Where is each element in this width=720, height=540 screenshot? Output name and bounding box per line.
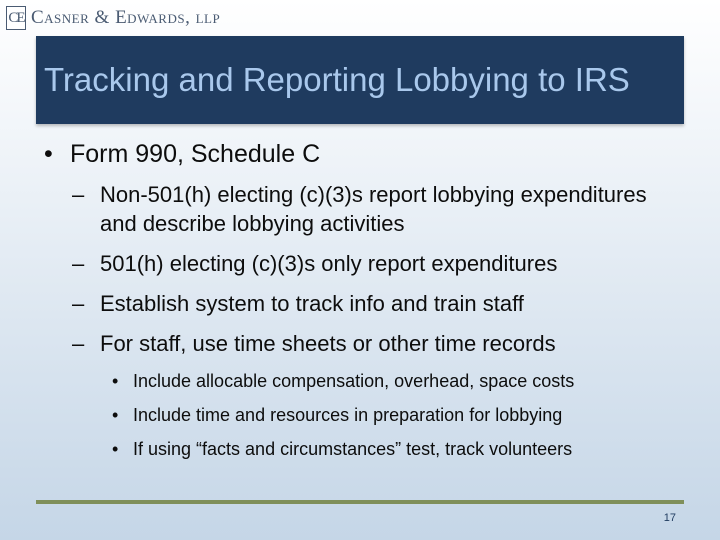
bullet-dot-icon: • (112, 405, 119, 425)
dash-icon: – (72, 251, 85, 276)
slide-number: 17 (663, 512, 676, 524)
sub-sub-bullet-text: If using “facts and circumstances” test, track volunteers (133, 439, 573, 459)
bullet-level2 (72, 249, 704, 278)
bullet-text: Form 990, Schedule C (70, 140, 321, 168)
sub-bullet-text: 501(h) electing (c)(3)s only report expenditures (100, 251, 558, 276)
sub-bullet-text: Establish system to track info and train staff (100, 291, 524, 316)
bullet-level2 (72, 289, 704, 318)
dash-icon: – (72, 182, 85, 207)
bullet-dot-icon: • (112, 439, 119, 459)
sub-sub-bullet-text: Include allocable compensation, overhead, space costs (133, 371, 575, 391)
bullet-level2 (72, 329, 704, 358)
firm-name: Casner & Edwards, llp (31, 7, 221, 28)
slide-content (44, 138, 704, 471)
sub-bullet-text: For staff, use time sheets or other time records (100, 331, 556, 356)
footer-divider (36, 500, 684, 504)
slide-title: Tracking and Reporting Lobbying to IRS (44, 61, 630, 98)
bullet-level2 (72, 180, 704, 238)
bullet-dot-icon: • (112, 371, 119, 391)
bullet-level3 (112, 369, 704, 393)
logo-mark-icon: CE (6, 6, 26, 30)
bullet-level1 (44, 138, 704, 170)
sub-bullet-text: Non-501(h) electing (c)(3)s report lobbying expenditures and describe lobbying activities (100, 182, 647, 236)
title-bar (36, 36, 684, 124)
firm-logo (6, 4, 220, 32)
dash-icon: – (72, 291, 85, 316)
bullet-level3 (112, 403, 704, 427)
bullet-dot-icon: • (44, 140, 53, 168)
dash-icon: – (72, 331, 85, 356)
bullet-level3 (112, 437, 704, 461)
sub-sub-bullet-text: Include time and resources in preparation for lobbying (133, 405, 563, 425)
